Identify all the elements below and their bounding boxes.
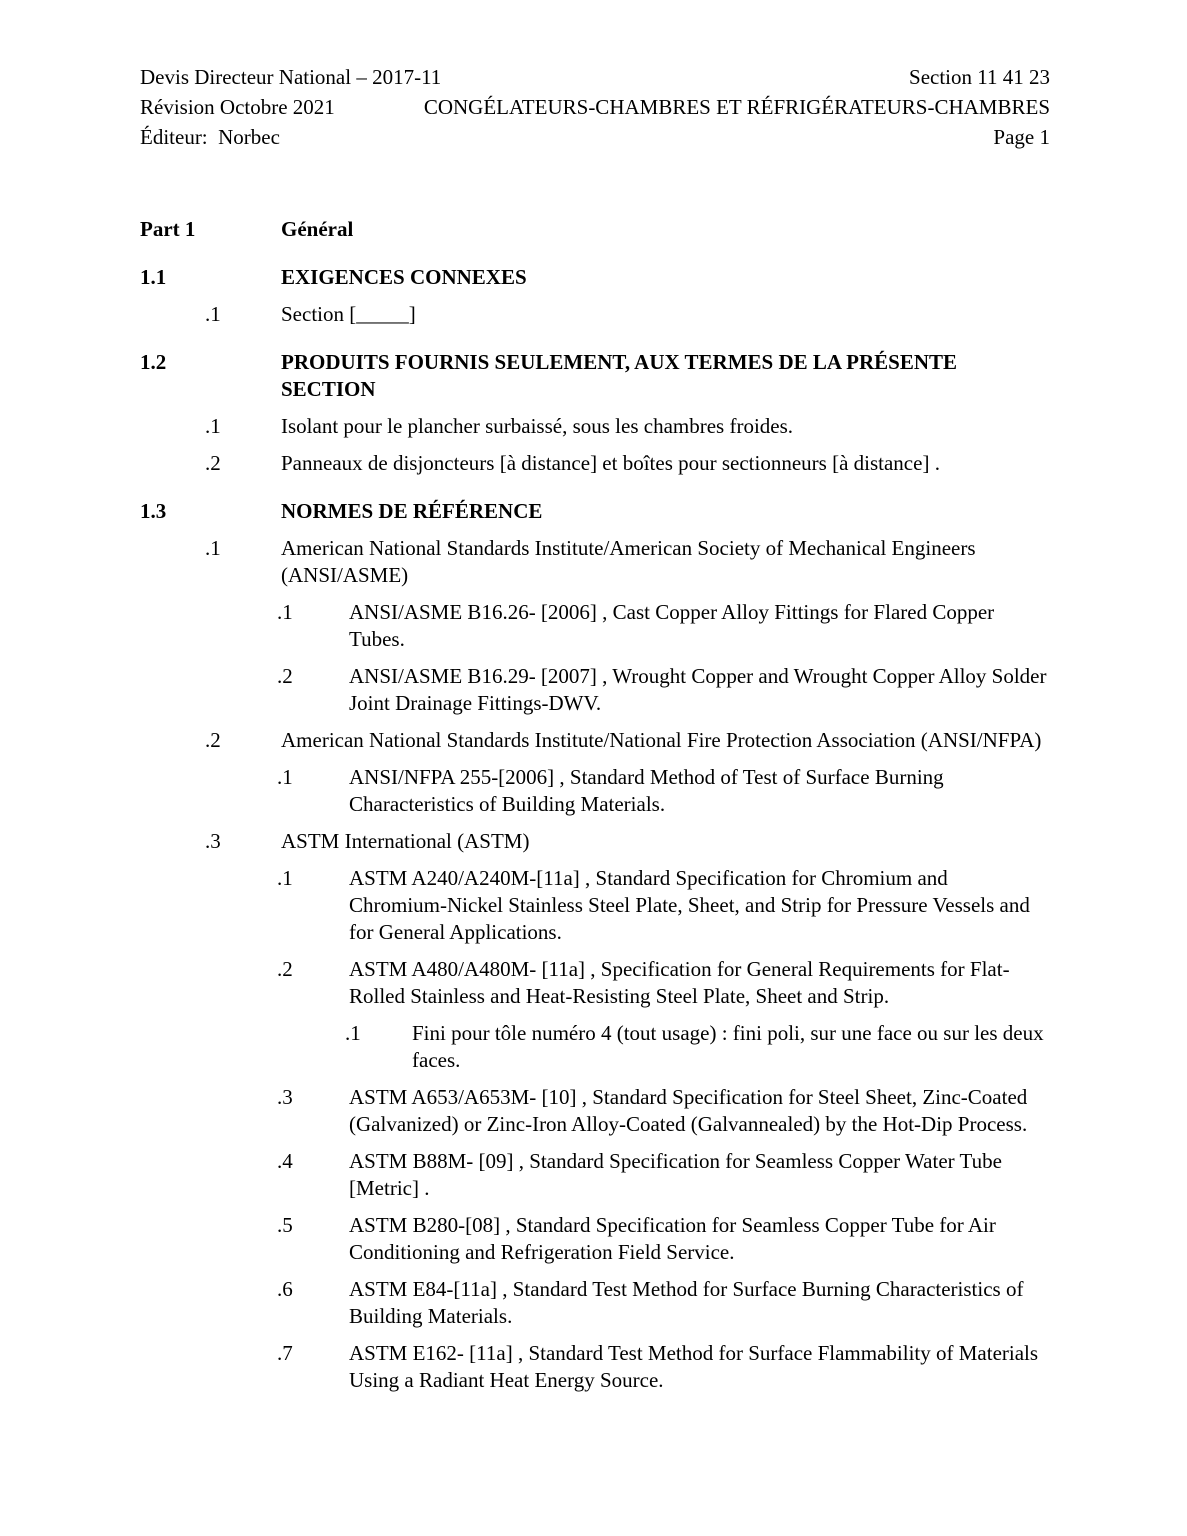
header-row-1	[140, 62, 1050, 92]
clause-number: .1	[277, 866, 293, 890]
clause-text: ASTM A240/A240M-[11a] , Standard Specification for Chromium and Chromium-Nickel Stainless Steel Plate, Sheet, and Strip for Pressure Vessels and for General Applications.	[349, 866, 1036, 944]
clause-text: ANSI/NFPA 255-[2006] , Standard Method of Test of Surface Burning Characteristics of Building Materials.	[349, 765, 949, 816]
clause-text: Fini pour tôle numéro 4 (tout usage) : fini poli, sur une face ou sur les deux faces.	[412, 1021, 1049, 1072]
clause	[277, 865, 1050, 946]
clause	[277, 1084, 1050, 1138]
clause-text: ANSI/ASME B16.29- [2007] , Wrought Copper and Wrought Copper Alloy Solder Joint Drainage Fittings-DWV.	[349, 664, 1052, 715]
part-number: Part 1	[140, 217, 196, 241]
clause-number: .1	[205, 302, 221, 326]
clause-text: American National Standards Institute/American Society of Mechanical Engineers (ANSI/ASME)	[281, 536, 981, 587]
clause-number: .2	[277, 957, 293, 981]
clause-text: ASTM E84-[11a] , Standard Test Method for Surface Burning Characteristics of Building Materials.	[349, 1277, 1029, 1328]
clause-text: ASTM International (ASTM)	[281, 829, 530, 853]
clause-number: .1	[345, 1021, 361, 1045]
clause	[277, 1276, 1050, 1330]
clause-text: American National Standards Institute/National Fire Protection Association (ANSI/NFPA)	[281, 728, 1042, 752]
part-title: Général	[281, 217, 354, 241]
article-heading	[140, 498, 1050, 525]
clause	[205, 450, 1050, 477]
article-title: PRODUITS FOURNIS SEULEMENT, AUX TERMES DE LA PRÉSENTE SECTION	[281, 350, 958, 401]
clause-number: .1	[205, 536, 221, 560]
article-title: EXIGENCES CONNEXES	[281, 265, 527, 289]
clause-number: .1	[205, 414, 221, 438]
header-editor: Éditeur: Norbec	[140, 125, 280, 149]
part-heading	[140, 216, 1050, 243]
clause	[205, 535, 1050, 589]
article-number: 1.2	[140, 350, 167, 374]
article-heading	[140, 264, 1050, 291]
header-page-number: Page 1	[993, 125, 1050, 149]
document-header	[140, 62, 1050, 152]
article-heading	[140, 349, 1050, 403]
clause-number: .3	[277, 1085, 293, 1109]
clause	[277, 663, 1050, 717]
clause-number: .1	[277, 600, 293, 624]
article-title: NORMES DE RÉFÉRENCE	[281, 499, 543, 523]
clause	[205, 828, 1050, 855]
article-1.1	[140, 264, 1050, 328]
clause-text: Panneaux de disjoncteurs [à distance] et boîtes pour sectionneurs [à distance] .	[281, 451, 940, 475]
clause	[277, 764, 1050, 818]
clause-number: .4	[277, 1149, 293, 1173]
clause-number: .5	[277, 1213, 293, 1237]
clause-text: ASTM B280-[08] , Standard Specification for Seamless Copper Tube for Air Conditioning and Refrigeration Field Service.	[349, 1213, 1002, 1264]
clause-text: ASTM B88M- [09] , Standard Specification for Seamless Copper Water Tube [Metric] .	[349, 1149, 1008, 1200]
header-row-2	[140, 92, 1050, 122]
clause	[277, 1148, 1050, 1202]
article-1.2	[140, 349, 1050, 477]
clause	[277, 599, 1050, 653]
header-revision: Révision Octobre 2021	[140, 95, 335, 119]
clause	[277, 956, 1050, 1010]
clause	[277, 1340, 1050, 1394]
clause-number: .7	[277, 1341, 293, 1365]
clause-text: ASTM E162- [11a] , Standard Test Method for Surface Flammability of Materials Using a Radiant Heat Energy Source.	[349, 1341, 1044, 1392]
clause-text: Isolant pour le plancher surbaissé, sous les chambres froides.	[281, 414, 794, 438]
clause-number: .3	[205, 829, 221, 853]
header-document-title: Devis Directeur National – 2017-11	[140, 65, 442, 89]
clause-number: .2	[205, 728, 221, 752]
article-number: 1.3	[140, 499, 167, 523]
clause-number: .2	[277, 664, 293, 688]
clause	[205, 301, 1050, 328]
clause-text: ASTM A653/A653M- [10] , Standard Specification for Steel Sheet, Zinc-Coated (Galvanized) or Zinc-Iron Alloy-Coated (Galvannealed) by the Hot-Dip Process.	[349, 1085, 1033, 1136]
article-1.3	[140, 498, 1050, 1394]
clause-text: ANSI/ASME B16.26- [2006] , Cast Copper Alloy Fittings for Flared Copper Tubes.	[349, 600, 1000, 651]
clause-number: .1	[277, 765, 293, 789]
header-section-number: Section 11 41 23	[909, 65, 1050, 89]
clause-text: Section [_____]	[281, 302, 416, 326]
header-row-3	[140, 122, 1050, 152]
clause	[277, 1212, 1050, 1266]
header-section-title: CONGÉLATEURS-CHAMBRES ET RÉFRIGÉRATEURS-CHAMBRES	[423, 95, 1050, 119]
clause-number: .2	[205, 451, 221, 475]
clause	[345, 1020, 1050, 1074]
articles	[140, 264, 1050, 1394]
clause	[205, 727, 1050, 754]
clause	[205, 413, 1050, 440]
clause-text: ASTM A480/A480M- [11a] , Specification for General Requirements for Flat-Rolled Stainless and Heat-Resisting Steel Plate, Sheet and Strip.	[349, 957, 1010, 1008]
clause-number: .6	[277, 1277, 293, 1301]
article-number: 1.1	[140, 265, 167, 289]
